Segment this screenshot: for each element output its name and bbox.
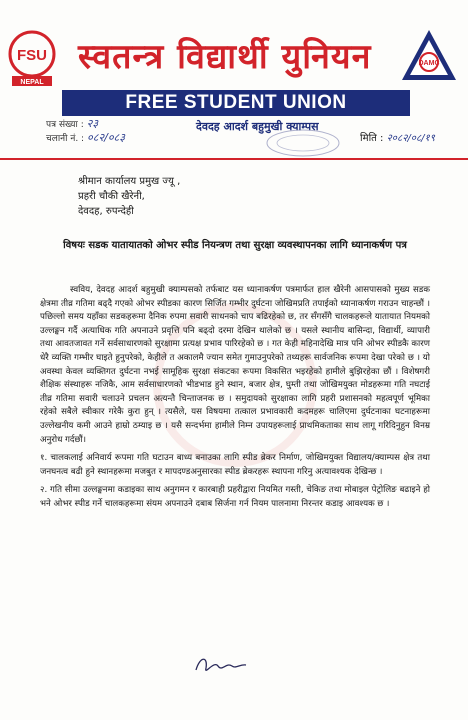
- letter-body: [40, 284, 430, 517]
- addressee-line: प्रहरी चौकी खैरेनी,: [78, 191, 145, 202]
- round-stamp: [262, 128, 344, 158]
- subject-line: विषयः सडक यातायातको ओभर स्पीड नियन्त्रण तथा सुरक्षा व्यवस्थापनका लागि ध्यानाकर्षण पत्र: [63, 240, 407, 251]
- letterhead: [0, 0, 468, 160]
- ref-chalani: [46, 130, 125, 145]
- date: [360, 130, 435, 144]
- org-name-np: स्वतन्त्र विद्यार्थी युनियन: [78, 37, 372, 77]
- chalani-value: ०८२/०८३: [86, 131, 125, 144]
- chalani-label: चलानी नं. :: [46, 134, 85, 144]
- date-label: मिति :: [360, 133, 384, 144]
- signature: [190, 650, 250, 678]
- header-divider: [0, 158, 468, 160]
- body-paragraph: स्वविय, देवदह आदर्श बहुमुखी क्याम्पसको तर्फबाट यस ध्यानाकर्षण पत्रमार्फत हाल खैरेनी आसपासको मुख्य सडक क्षेत्रमा तीव्र गतिमा बढ्दै गएको ओभर स्पीडका कारण सिर्जित गम्भीर दुर्घटना जोखिमप्रति तपाईको ध्यानाकर्षण गराउन चाहन्छौं । पछिल्लो समय यहाँका सडकहरूमा दैनिक रुपमा सवारी साधनको चाप बढिरहेको छ, तर सँगसँगै चालकहरूले यातायात नियमको उल्लङ्घन गर्दै अत्याधिक गति अपनाउने प्रवृत्ति पनि बढ्दो दरमा देखिन थालेको छ । यसले स्थानीय बासिन्दा, विद्यार्थी, व्यापारी तथा आवतजावत गर्ने सर्वसाधारणको सुरक्षामा प्रत्यक्ष प्रभाव पारिरहेको छ । गत केही महिनादेखि मात्र पनि ओभर स्पीडकै कारण धेरै व्यक्ति गम्भीर घाइते हुनुपरेको, केहीले त अकालमै ज्यान समेत गुमाउनुपरेको तथ्यहरू सार्वजनिक रूपमा देखा परेको छ । यो अवस्था केवल व्यक्तिगत दुर्घटना नभई सामूहिक सुरक्षा संकटका रूपमा विकसित भइरहेको हामीले बुझिरहेका छौं । विशेषगरी शैक्षिक संस्थाहरू नजिकै, आम सर्वसाधारणको भीडभाड हुने स्थान, बजार क्षेत्र, घुम्ती तथा जोखिमयुक्त मोडहरूमा गति नघटाई तीव्र गतिमा सवारी चलाउने प्रचलन अत्यन्तै चिन्ताजनक छ । समुदायको सुरक्षाका लागि प्रहरी प्रशासनको महत्वपूर्ण भूमिका रहेको सबैले स्वीकार गरेकै कुरा हुन् । त्यसैले, यस विषयमा तत्काल प्रभावकारी कदमहरू चालिएमा दुर्घटनाका घटनाहरूमा उल्लेखनीय कमी आउने हाम्रो ठम्याइ छ । यसै सन्दर्भमा हामीले निम्न उपायहरूलाई प्राथमिकताका साथ लागू गरिदिनुहुन विनम्र अनुरोध गर्दछौं।: [40, 285, 430, 445]
- fsu-logo-sub: NEPAL: [20, 79, 44, 86]
- list-item: १. चालकलाई अनिवार्य रूपमा गति घटाउन बाध्य बनाउका लागि स्पीड ब्रेकर निर्माण, जोखिमयुक्त विद्यालय/क्याम्पस क्षेत्र तथा जनघनत्व बढी हुने स्थानहरूमा मजबुत र मापदण्डअनुसारका स्पीड ब्रेकरहरू स्थापना गरिनु अत्यावश्यक देखिन्छ ।: [40, 453, 430, 477]
- damc-logo: [400, 28, 458, 86]
- fsu-logo-text: FSU: [17, 47, 47, 64]
- ref-patra: [46, 116, 98, 131]
- addressee-line: श्रीमान कार्यालय प्रमुख ज्यू ,: [78, 176, 181, 187]
- fsu-logo: [8, 30, 56, 88]
- list-item: २. गति सीमा उल्लङ्घनमा कडाइका साथ अनुगमन र कारबाही प्रहरीद्वारा नियमित गस्ती, चेकिङ तथा मोबाइल पेट्रोलिङ बढाइने हो भने ओभर स्पीड गर्ने चालकहरूमा संयम अपनाउने दबाब सिर्जना गर्न नियम पालनामा निरन्तर कडाइ आवश्यक छ ।: [40, 485, 430, 509]
- damc-logo-text: DAMC: [418, 60, 440, 67]
- patra-value: २३: [86, 117, 99, 130]
- addressee-line: देवदह, रुपन्देही: [78, 206, 134, 217]
- org-name-en-banner: FREE STUDENT UNION: [62, 90, 410, 116]
- date-value: २०८२/०८/१९: [386, 133, 435, 144]
- campus-name: देवदह आदर्श बहुमुखी क्याम्पस: [196, 120, 319, 133]
- patra-label: पत्र संख्या :: [46, 120, 84, 130]
- addressee-block: [78, 174, 180, 219]
